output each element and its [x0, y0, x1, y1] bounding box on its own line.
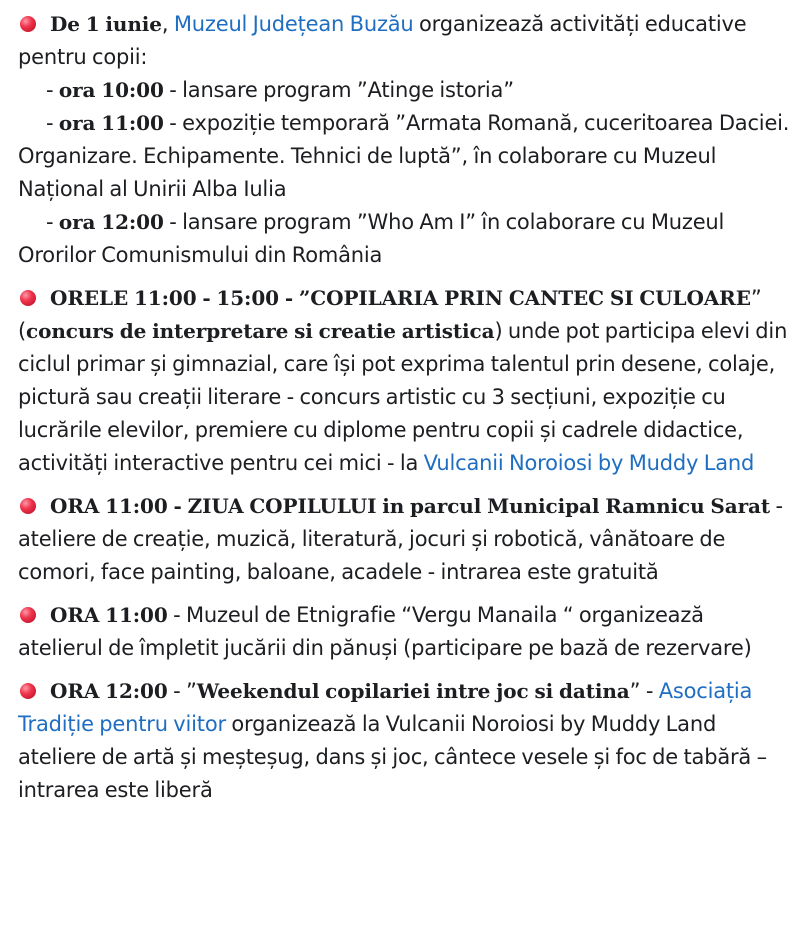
- event-1-item-text: - lansare program ”Who Am I” în colaborare cu Muzeul Ororilor Comunismului din România: [18, 210, 725, 267]
- event-1-item-time: ora 11:00: [58, 111, 164, 135]
- event-3-text: - ateliere de creație, muzică, literatură, jocuri și robotică, vânătoare de comori, face painting, baloane, acadele - intrarea este gratuită: [18, 494, 783, 584]
- event-3-heading: ORA 11:00 - ZIUA COPILULUI in parcul Municipal Ramnicu Sarat: [50, 494, 771, 518]
- museum-buzau-link[interactable]: Muzeul Județean Buzău: [173, 12, 414, 36]
- event-1: [18, 8, 790, 272]
- red-circle-icon: [20, 290, 36, 306]
- event-4: [18, 599, 790, 665]
- red-circle-icon: [20, 16, 36, 32]
- event-1-item-text: - lansare program ”Atinge istoria”: [163, 78, 514, 102]
- event-5-text: organizează la Vulcanii Noroiosi by Muddy Land ateliere de artă și meșteșug, dans și joc, cântece vesele și foc de tabără – intrarea este liberă: [18, 712, 767, 802]
- event-2-text: ) unde pot participa elevi din ciclul primar și gimnazial, care își pot exprima talentul prin desene, colaje, pictură sau creații literare - concurs artistic cu 3 secțiuni, expoziție cu lucrările elevilor, premiere cu diplome pentru copii și cadrele didactice, activități interactive pentru cei mici - la: [18, 319, 788, 475]
- event-1-date: De 1 iunie: [50, 12, 162, 36]
- event-5-heading: ORA 12:00: [50, 679, 168, 703]
- red-circle-icon: [20, 498, 36, 514]
- event-1-item-time: ora 12:00: [58, 210, 164, 234]
- event-1-item: - ora 11:00 - expoziție temporară ”Armata Romană, cuceritoarea Daciei. Organizare. Echipamente. Tehnici de luptă”, în colaborare cu Muzeul Național al Unirii Alba Iulia: [18, 111, 790, 201]
- event-4-text: - Muzeul de Etnigrafie “Vergu Manaila “ organizează atelierul de împletit jucării din pănuși (participare pe bază de rezervare): [18, 603, 752, 660]
- event-1-item: - ora 12:00 - lansare program ”Who Am I” în colaborare cu Muzeul Ororilor Comunismului din România: [18, 210, 725, 267]
- vulcanii-noroiosi-link[interactable]: Vulcanii Noroiosi by Muddy Land: [423, 451, 755, 475]
- red-circle-icon: [20, 607, 36, 623]
- event-2-heading: ORELE 11:00 - 15:00 - ”COPILARIA PRIN CANTEC SI CULOARE: [50, 286, 751, 310]
- event-4-heading: ORA 11:00: [50, 603, 168, 627]
- event-2-quote-close: ” (: [18, 286, 762, 343]
- event-1-comma: ,: [161, 12, 174, 36]
- event-2-subtitle: concurs de interpretare si creatie artistica: [26, 319, 495, 343]
- post-body: [18, 8, 790, 817]
- event-1-item: - ora 10:00 - lansare program ”Atinge istoria”: [46, 78, 514, 102]
- event-2: [18, 282, 790, 480]
- asociatia-traditie-link[interactable]: Asociația Tradiție pentru viitor: [18, 679, 753, 736]
- event-1-intro-text: organizează activități educative pentru copii:: [18, 12, 747, 69]
- event-5-title: Weekendul copilariei intre joc si datina: [196, 679, 630, 703]
- event-1-item-time: ora 10:00: [58, 78, 164, 102]
- event-1-item-text: - expoziție temporară ”Armata Romană, cuceritoarea Daciei. Organizare. Echipamente. Tehnici de luptă”, în colaborare cu Muzeul Național al Unirii Alba Iulia: [18, 111, 790, 201]
- event-1-intro: [18, 8, 790, 74]
- red-circle-icon: [20, 683, 36, 699]
- event-5: [18, 675, 790, 807]
- event-3: [18, 490, 790, 589]
- event-5-after-title: ” -: [629, 679, 659, 703]
- event-5-dash-quote: - ”: [167, 679, 197, 703]
